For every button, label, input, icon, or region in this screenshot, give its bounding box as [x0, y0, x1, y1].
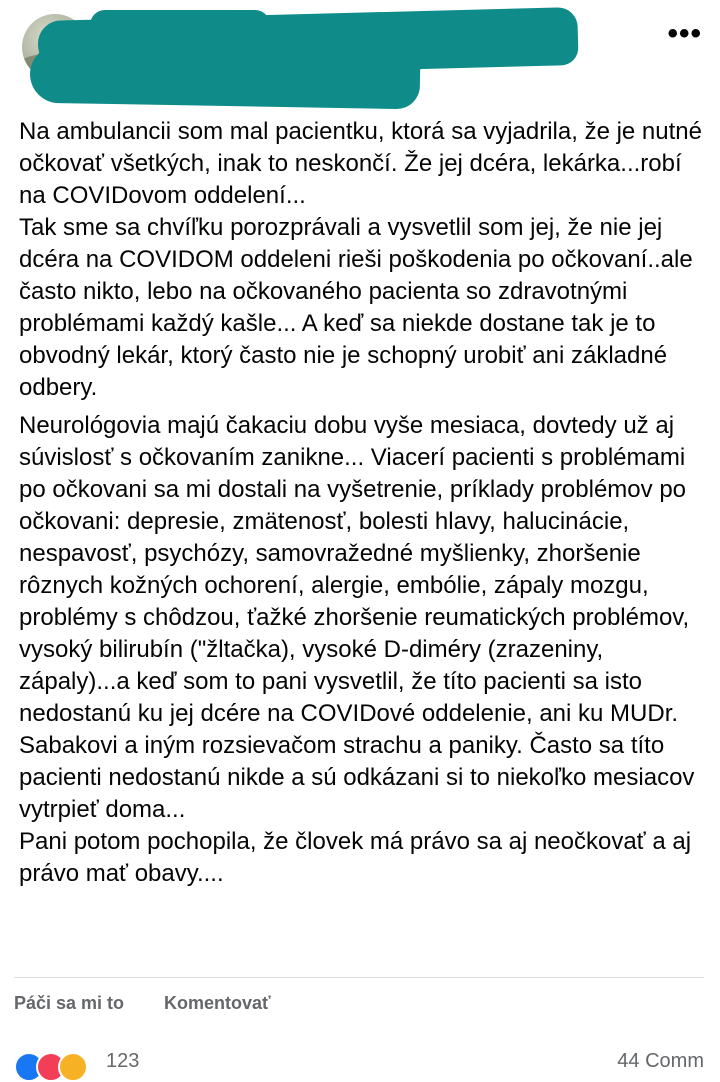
- reaction-count: 123: [106, 1050, 140, 1072]
- more-horizontal-icon[interactable]: •••: [667, 17, 702, 50]
- haha-reaction-icon: [58, 1052, 88, 1082]
- comment-button[interactable]: Komentovať: [164, 993, 271, 1013]
- reaction-summary[interactable]: [14, 1052, 714, 1072]
- divider: [14, 977, 704, 978]
- redaction-mark: [30, 45, 421, 110]
- like-button[interactable]: Páči sa mi to: [14, 993, 125, 1013]
- post-body: [19, 116, 709, 890]
- comment-count[interactable]: 44 Comm: [617, 1050, 704, 1072]
- post-header: [0, 0, 720, 110]
- post-paragraph-2: Neurológovia majú čakaciu dobu vyše mesiaca, dovtedy už aj súvislosť s očkovaním zanikne... Viacerí pacienti s problémami po očkovani sa mi dostali na vyšetrenie, príklady problémov po očkovani: depresie, zmätenosť, bolesti hlavy, halucinácie, nespavosť, psychózy, samovražedné myšlienky, zhoršenie rôznych kožných ochorení, alergie, embólie, zápaly mozgu, problémy s chôdzou, ťažké zhoršenie reumatických problémov, vysoký bilirubín ("žltačka), vysoké D-diméry (zrazeniny, zápaly)...a keď som to pani vysvetlil, že títo pacienti sa isto nedostanú ku jej dcére na COVIDové oddelenie, ani ku MUDr. Sabakovi a iným rozsievačom strachu a paniky. Často sa títo pacienti nedostanú nikde a sú odkázani si to niekoľko mesiacov vytrpieť doma... Pani potom pochopila, že človek má právo sa aj neočkovať a aj právo mať obavy....: [19, 412, 695, 887]
- post-paragraph-1: Na ambulancii som mal pacientku, ktorá sa vyjadrila, že je nutné očkovať všetkých, inak to neskončí. Že jej dcéra, lekárka...robí na COVIDovom oddelení... Tak sme sa chvíľku porozprávali a vysvetlil som jej, že nie jej dcéra na COVIDOM oddeleni rieši poškodenia po očkovaní..ale často nikto, lebo na očkovaného pacienta so zdravotnými problémami každý kašle... A keď sa niekde dostane tak je to obvodný lekár, ktorý často nie je schopný urobiť ani základné odbery.: [19, 118, 702, 401]
